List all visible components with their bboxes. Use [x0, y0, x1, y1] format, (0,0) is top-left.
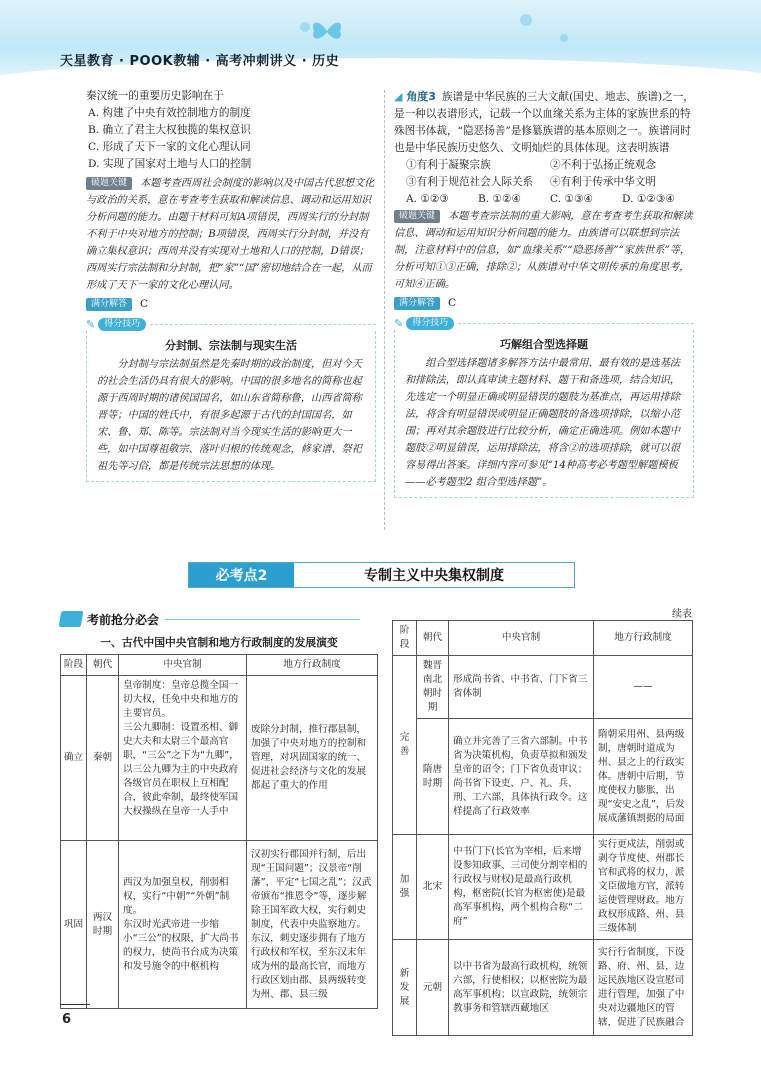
- page-header: [0, 0, 761, 86]
- divider: [458, 323, 694, 324]
- choice-a: A. ①②③: [406, 193, 449, 205]
- cell-dynasty: 隋唐时期: [417, 719, 449, 835]
- cell-local: 汉初实行郡国并行制，后出现“王国问题”；汉景帝“削藩”，平定“七国之乱”；汉武帝颁布“推恩令”等，逐步解除王国军政大权，实行刺史制度，代表中央监察地方。东汉，刺史逐步拥有了地方行政权和军权，至东汉末年成为州的最高长官，而地方行政区划由郡、县两级转变为州、郡、县三级: [247, 841, 378, 1009]
- tip-body-right: 组合型选择题诸多解答方法中最常用、最有效的是选基法和排除法，即认真审读主题材料、题干和备选项，结合知识，先选定一个明显正确或明显错误的题肢为基准点，再运用排除法，将含有明显错误或明显正确题肢的备选项排除，以缩小范围；再对其余题肢进行比较分析，确定正确选项。例如本题中题肢②明显错误，运用排除法，将含②的选项排除，就可以很容易得出答案。详细内容可参见“14种高考必考题型解题模板——必考题型2 组合型选择题”。: [405, 358, 681, 488]
- tip-title: 分封制、宗法制与现实生活: [165, 339, 297, 352]
- table-row: [61, 841, 378, 1009]
- question-stem: 秦汉统一的重要历史影响在于: [86, 90, 224, 102]
- question-stem-right: [394, 88, 694, 157]
- table-left: [60, 654, 378, 1009]
- cell-local: 实行更戍法，削弱或剥夺节度使、州郡长官和武将的权力，派文臣做地方官，派转运使管理财政。地方政权形成路、州、县三级体制: [594, 835, 693, 940]
- option-d: D. 实现了国家对土地与人口的控制: [88, 158, 252, 170]
- analysis-tag: 破题关键: [86, 177, 132, 190]
- item-3: ③有利于规范社会人际关系: [406, 176, 534, 188]
- section-banner: [188, 562, 575, 588]
- cell-stage: 确立: [61, 676, 87, 841]
- tip-label-right: 得分技巧: [406, 317, 454, 330]
- tip-header-right: [394, 316, 694, 330]
- cell-stage: 加强: [393, 835, 417, 940]
- analysis-text: 本题考查西周社会制度的影响以及中国古代思想文化与政治的关系，意在考查考生获取和解读信息、调动和运用知识分析问题的能力。由题干材料可知A项错误，西周实行的分封制不利于中央对地方的控制；B项错误，西周实行分封制，并没有确立集权意识；西周并没有实现对土地和人口的控制，D错误；西周实行宗法制和分封制，把“家”“国”密切地结合在一起，从而形成了天下一家的文化心理认同。: [86, 178, 375, 291]
- header-stage: 阶段: [61, 655, 87, 676]
- answer-tag: 满分解答: [86, 298, 132, 311]
- table-header-row: [61, 655, 378, 676]
- page-number: 6: [62, 1012, 72, 1027]
- answer-line: [86, 296, 376, 313]
- cell-local: ——: [594, 656, 693, 719]
- flag-icon: [59, 611, 84, 627]
- answer-line-right: [394, 295, 694, 312]
- question-stem-text: 族谱是中华民族的三大文献(国史、地志、族谱)之一，是一种以表谱形式，记载一个以血缘关系为主体的家族世系的特殊图书体裁，“隐恶扬善”是修纂族谱的基本原则之一。族谱同时也是中华民族历史悠久、文明灿烂的具体体现。这表明族谱: [394, 91, 694, 154]
- cell-local: 隋朝采用州、县两级制，唐朝时道成为州、县之上的行政实体。唐朝中后期，节度使权力膨胀，出现“安史之乱”，后发展成藩镇割据的局面: [594, 719, 693, 835]
- cell-central: 中书门下(长官为宰相，后来增设参知政事、三司使分割宰相的行政权与财权)是最高行政机构，枢密院(长官为枢密使)是最高军事机构，两个机构合称“二府”: [449, 835, 594, 940]
- banner-title: 专制主义中央集权制度: [294, 563, 574, 587]
- prep-header: [60, 608, 360, 630]
- table-row: [393, 719, 693, 835]
- header-central: 中央官制: [119, 655, 247, 676]
- answer-value: C: [140, 298, 149, 310]
- tip-title-right: 巧解组合型选择题: [500, 338, 588, 351]
- option-c: C. 形成了天下一家的文化心理认同: [88, 141, 251, 153]
- tip-body: 分封制与宗法制虽然是先秦时期的政治制度，但对今天的社会生活仍具有很大的影响。中国的很多地名的简称也起源于西周时期的诸侯国国名，如山东省简称鲁，山西省简称晋等；中国的姓氏中，有很多起源于古代的封国国名，如宋、鲁、郑、陈等。宗法制对当今现实生活的影响更大一些，如中国尊祖敬宗、落叶归根的传统观念，修家谱、祭祀祖先等习俗，都是传统宗法思想的体现。: [97, 359, 362, 472]
- analysis-text-right: 本题考查宗法制的重大影响，意在考查考生获取和解读信息、调动和运用知识分析问题的能力。由族谱可以联想到宗法制，注意材料中的信息，如“血缘关系”“隐恶扬善”“家族世系”等，分析可知①③正确，排除②；从族谱对中华文明传承的角度思考，可知④正确。: [394, 211, 693, 290]
- analysis-block: [86, 175, 376, 294]
- cell-central: 以中书省为最高行政机构，统领六部，行使相权；以枢密院为最高军事机构；以宣政院，统领宗教事务和管辖西藏地区: [449, 940, 594, 1036]
- cell-dynasty: 北宋: [417, 835, 449, 940]
- choices-row: [394, 191, 694, 208]
- divider: [150, 324, 376, 325]
- cell-local: 实行行省制度，下设路、府、州、县，边远民族地区设宣慰司进行管理，加强了中央对边疆地区的管辖，促进了民族融合: [594, 940, 693, 1036]
- bubble-decoration: [560, 34, 568, 42]
- header-stage: 阶段: [393, 621, 417, 656]
- bubble-decoration: [300, 22, 310, 32]
- table-row: [393, 656, 693, 719]
- pencil-icon: ✎: [394, 316, 404, 330]
- angle-label: [394, 88, 436, 105]
- choice-d: D. ①②③④: [622, 193, 675, 205]
- header-local: 地方行政制度: [247, 655, 378, 676]
- right-column: [394, 88, 694, 498]
- header-dynasty: 朝代: [417, 621, 449, 656]
- option-b: B. 确立了君主大权独揽的集权意识: [88, 124, 251, 136]
- header-central: 中央官制: [449, 621, 594, 656]
- item-4: ④有利于传承中华文明: [550, 176, 656, 188]
- cell-dynasty: 魏晋南北朝时期: [417, 656, 449, 719]
- angle-label-text: 角度3: [406, 90, 436, 103]
- cell-stage: 完善: [393, 656, 417, 835]
- tip-label: 得分技巧: [98, 318, 146, 331]
- table-row: [393, 940, 693, 1036]
- answer-tag-right: 满分解答: [394, 297, 440, 310]
- column-divider: [384, 90, 385, 530]
- answer-value-right: C: [448, 297, 457, 309]
- banner-label: 必考点2: [189, 563, 294, 587]
- analysis-block-right: [394, 208, 694, 293]
- choice-c: C. ①③④: [550, 193, 593, 205]
- header-title: 天星教育 · POOK教辅 · 高考冲刺讲义 · 历史: [60, 54, 340, 69]
- cell-central: 确立并完善了三省六部制。中书省为决策机构，负责草拟和颁发皇帝的诏令；门下省负责审议；尚书省下设吏、户、礼、兵、刑、工六部，具体执行政令。这样提高了行政效率: [449, 719, 594, 835]
- table-row: [61, 676, 378, 841]
- cell-central: 皇帝制度：皇帝总揽全国一切大权，任免中央和地方的主要官员。 三公九卿制：设置丞相、御史大夫和太尉三个最高官职，“三公”之下为“九卿”，以三公九卿为主的中央政府各级官员在职权上互相配合，彼此牵制，最终使军国大权操纵在皇帝一人手中: [119, 676, 247, 841]
- tip-header: [86, 317, 376, 331]
- analysis-tag-right: 破题关键: [394, 210, 440, 223]
- cell-stage: 巩固: [61, 841, 87, 1009]
- left-column: [86, 88, 376, 482]
- table-header-row: [393, 621, 693, 656]
- cell-central: 形成尚书省、中书省、门下省三省体制: [449, 656, 594, 719]
- cell-central: 西汉为加强皇权，削弱相权，实行“中朝”“外朝”制度。 东汉时光武帝进一步缩小“三公”的权限，扩大尚书的权力，使尚书台成为决策和发号施令的中枢机构: [119, 841, 247, 1009]
- table-right: [392, 620, 693, 1036]
- choice-b: B. ①②④: [478, 193, 522, 205]
- option-a: A. 构建了中央有效控制地方的制度: [88, 107, 251, 119]
- divider: [165, 619, 360, 620]
- continued-label: 续表: [672, 609, 692, 620]
- pencil-icon: ✎: [86, 317, 96, 331]
- header-dynasty: 朝代: [87, 655, 119, 676]
- header-local: 地方行政制度: [594, 621, 693, 656]
- cell-stage: 新发展: [393, 940, 417, 1036]
- bubble-decoration: [520, 14, 532, 26]
- tip-box-right: [394, 330, 694, 498]
- prep-label: 考前抢分必会: [87, 612, 160, 627]
- table-row: [393, 835, 693, 940]
- cell-dynasty: 元朝: [417, 940, 449, 1036]
- item-1: ①有利于凝聚宗族: [406, 159, 491, 171]
- divider: [60, 1004, 90, 1005]
- tip-box: [86, 331, 376, 482]
- items-row-2: [394, 174, 694, 191]
- cell-dynasty: 秦朝: [87, 676, 119, 841]
- table-title: 一、古代中国中央官制和地方行政制度的发展演变: [100, 636, 338, 649]
- items-row-1: [394, 157, 694, 174]
- item-2: ②不利于弘扬正统观念: [550, 159, 656, 171]
- cell-dynasty: 两汉时期: [87, 841, 119, 1009]
- cell-local: 废除分封制，推行郡县制，加强了中央对地方的控制和管理，对巩固国家的统一、促进社会经济与文化的发展都起了重大的作用: [247, 676, 378, 841]
- butterfly-icon: [310, 18, 344, 44]
- triangle-icon: ◢: [394, 90, 403, 103]
